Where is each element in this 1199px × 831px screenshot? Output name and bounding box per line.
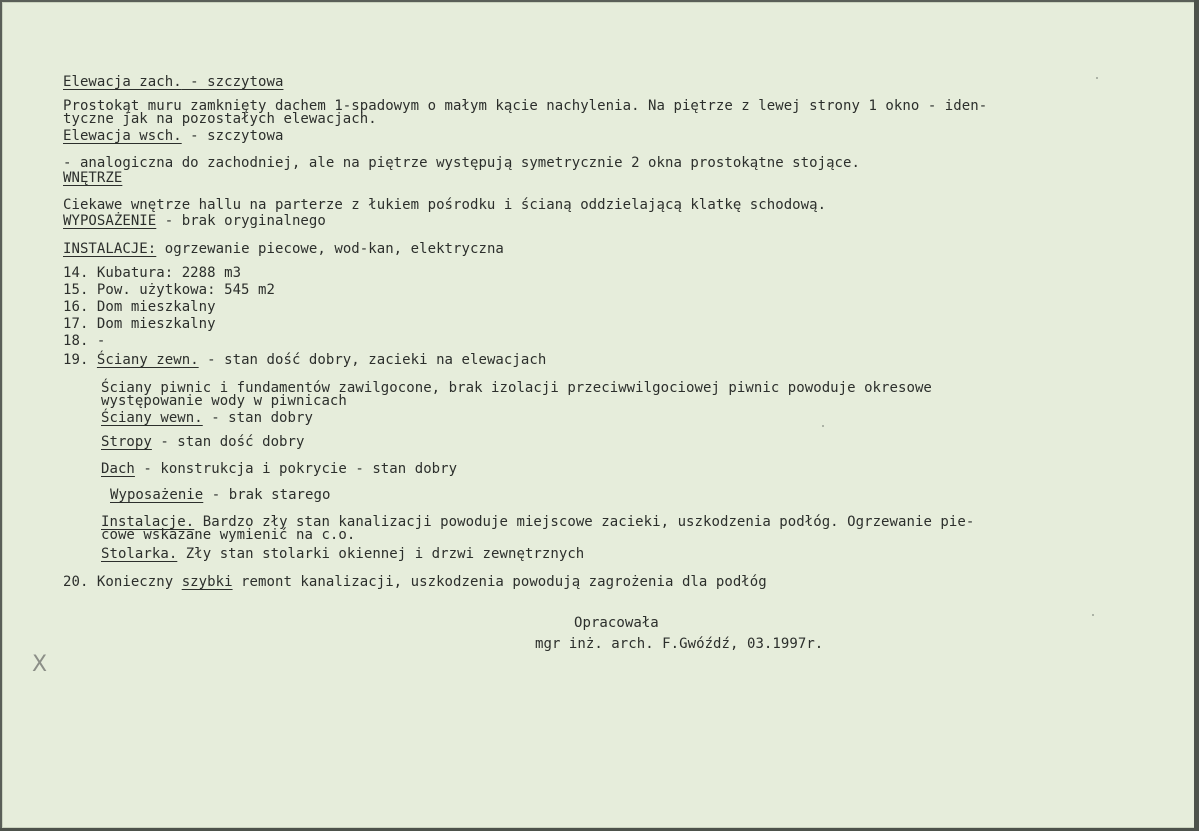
ceilings-text: - stan dość dobry [151, 434, 305, 450]
heading-west-elevation: Elewacja zach. [63, 74, 182, 90]
roof [101, 462, 457, 477]
item-19-heading: Ściany zewn. [96, 352, 199, 368]
heading-interior: WNĘTRZE [63, 170, 123, 186]
section-installations [63, 242, 504, 257]
item-19 [63, 353, 546, 368]
scan-edge-right [1194, 0, 1199, 831]
paper-speck [1092, 614, 1094, 616]
item-20-text: remont kanalizacji, uszkodzenia powodują zagrożenia dla podłóg [232, 574, 767, 590]
installations-19-text: Bardzo zły stan kanalizacji powoduje miejscowe zacieki, uszkodzenia podłóg. Ogrzewanie pie- [194, 514, 975, 530]
ceilings [101, 435, 305, 450]
equipment-19 [110, 488, 330, 503]
paper-speck [1096, 77, 1098, 79]
signature-author: mgr inż. arch. F.Gwóźdź, 03.1997r. [535, 636, 824, 652]
walls-text-2: występowanie wody w piwnicach [101, 393, 347, 409]
item-19-text: - stan dość dobry, zacieki na elewacjach [198, 352, 547, 368]
heading-equipment: WYPOSAŻENIE [63, 213, 157, 229]
heading-west-elevation-rest: - szczytowa [181, 74, 284, 90]
item-20-number: 20. Konieczny [63, 574, 182, 590]
section-heading-interior [63, 171, 122, 186]
item-15: 15. Pow. użytkowa: 545 m2 [63, 282, 275, 298]
west-elevation-text-1: Prostokąt muru zamknięty dachem 1-spadowym o małym kącie nachylenia. Na piętrze z lewej strony 1 okno - iden- [63, 98, 988, 114]
item-19-number: 19. [63, 352, 97, 368]
heading-east-elevation: Elewacja wsch. [63, 128, 182, 144]
installations-text: ogrzewanie piecowe, wod-kan, elektryczna [156, 241, 504, 257]
east-elevation-text: - analogiczna do zachodniej, ale na piętrze występują symetrycznie 2 okna prostokątne stojące. [63, 155, 860, 171]
inner-walls-heading: Ściany wewn. [101, 410, 203, 426]
roof-heading: Dach [101, 461, 135, 477]
item-20 [63, 575, 767, 590]
roof-text: - konstrukcja i pokrycie - stan dobry [134, 461, 458, 477]
signature-label: Opracowała [574, 615, 659, 631]
section-heading-east-elevation [63, 129, 283, 144]
heading-east-elevation-rest: - szczytowa [181, 128, 284, 144]
walls-text-1: Ściany piwnic i fundamentów zawilgocone, brak izolacji przeciwwilgociowej piwnic powoduje okresowe [101, 380, 932, 396]
inner-walls [101, 411, 313, 426]
heading-installations: INSTALACJE: [63, 241, 157, 257]
item-20-emphasis: szybki [181, 574, 233, 590]
west-elevation-text-2: tyczne jak na pozostałych elewacjach. [63, 111, 377, 127]
inner-walls-text: - stan dobry [202, 410, 313, 426]
equipment-19-text: - brak starego [203, 487, 331, 503]
equipment-19-heading: Wyposażenie [110, 487, 204, 503]
joinery-text: Zły stan stolarki okiennej i drzwi zewnętrznych [177, 546, 585, 562]
margin-x-mark: X [32, 652, 48, 677]
item-17: 17. Dom mieszkalny [63, 316, 216, 332]
installations-19-heading: Instalacje. [101, 514, 195, 530]
item-16: 16. Dom mieszkalny [63, 299, 216, 315]
installations-19-text-2: cowe wskazane wymienić na c.o. [101, 527, 356, 543]
joinery-heading: Stolarka. [101, 546, 178, 562]
paper-speck [822, 425, 824, 427]
document-card [2, 2, 1195, 828]
ceilings-heading: Stropy [101, 434, 152, 450]
joinery [101, 547, 584, 562]
equipment-text: - brak oryginalnego [156, 213, 326, 229]
interior-text: Ciekawe wnętrze hallu na parterze z łukiem pośrodku i ścianą oddzielającą klatkę schodową. [63, 197, 827, 213]
item-14: 14. Kubatura: 2288 m3 [63, 265, 242, 281]
section-heading-west-elevation [63, 75, 283, 90]
item-18: 18. - [63, 333, 106, 349]
section-equipment [63, 214, 326, 229]
